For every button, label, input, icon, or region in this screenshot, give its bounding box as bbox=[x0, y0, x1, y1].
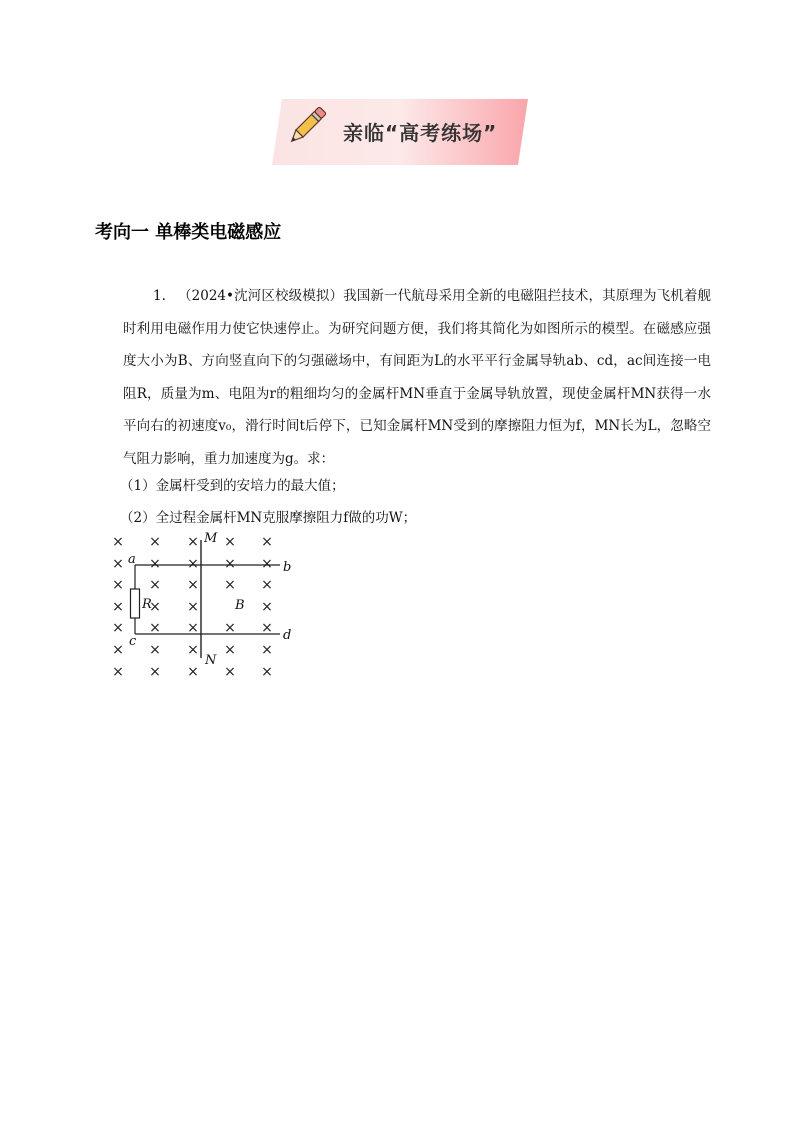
field-mark: × bbox=[261, 534, 273, 550]
field-mark: × bbox=[187, 642, 199, 658]
field-mark: × bbox=[112, 664, 124, 680]
question-text: （2024•沈河区校级模拟）我国新一代航母采用全新的电磁阻拦技术，其原理为飞机着舰时利用电磁作用力使它快速停止。为研究问题方便，我们将其简化为如图所示的模型。在磁感应强度大小为B、方向竖直向下的匀强磁场中，有间距为L的水平平行金属导轨ab、cd，ac间连接一电阻R，质量为m、电阻为r的粗细均匀的金属杆MN垂直于金属导轨放置，现使金属杆MN获得一水平向右的初速度v₀，滑行时间t后停下，已知金属杆MN受到的摩擦阻力恒为f，MN长为L，忽略空气阻力影响，重力加速度为g。求： bbox=[123, 288, 711, 467]
label-d: d bbox=[283, 628, 292, 643]
field-mark: × bbox=[261, 599, 273, 615]
field-mark: × bbox=[187, 577, 199, 593]
field-mark: × bbox=[112, 534, 124, 550]
question-number: 1. bbox=[153, 288, 166, 304]
field-mark: × bbox=[149, 556, 161, 572]
field-mark: × bbox=[224, 664, 236, 680]
banner-title: 亲临“高考练场” bbox=[343, 121, 498, 145]
field-mark: × bbox=[224, 534, 236, 550]
field-mark: × bbox=[224, 642, 236, 658]
field-mark: × bbox=[187, 664, 199, 680]
field-mark: × bbox=[112, 620, 124, 636]
sub-question-1: （1）金属杆受到的安培力的最大值； bbox=[120, 478, 345, 494]
field-mark: × bbox=[149, 620, 161, 636]
section-heading: 考向一 单棒类电磁感应 bbox=[95, 222, 282, 243]
field-mark: × bbox=[112, 599, 124, 615]
field-mark: × bbox=[187, 599, 199, 615]
label-m: M bbox=[204, 531, 218, 546]
field-mark: × bbox=[149, 599, 161, 615]
field-mark: × bbox=[187, 556, 199, 572]
label-b: b bbox=[283, 560, 292, 575]
field-mark: × bbox=[112, 642, 124, 658]
label-n: N bbox=[205, 653, 217, 668]
field-mark: × bbox=[261, 664, 273, 680]
label-b-field: B bbox=[235, 598, 245, 613]
field-mark: × bbox=[261, 577, 273, 593]
field-mark: × bbox=[187, 620, 199, 636]
field-mark: × bbox=[149, 664, 161, 680]
section-banner bbox=[270, 97, 530, 167]
circuit-figure bbox=[105, 527, 305, 687]
label-r: R bbox=[142, 597, 152, 612]
field-mark: × bbox=[224, 556, 236, 572]
label-a: a bbox=[128, 552, 136, 567]
field-mark: × bbox=[149, 534, 161, 550]
field-mark: × bbox=[224, 577, 236, 593]
field-mark: × bbox=[187, 534, 199, 550]
field-mark: × bbox=[112, 556, 124, 572]
field-mark: × bbox=[261, 642, 273, 658]
resistor-r bbox=[131, 589, 140, 618]
field-mark: × bbox=[149, 642, 161, 658]
field-mark: × bbox=[149, 577, 161, 593]
field-mark: × bbox=[112, 577, 124, 593]
field-mark: × bbox=[261, 556, 273, 572]
field-mark: × bbox=[261, 620, 273, 636]
field-mark: × bbox=[224, 620, 236, 636]
magnetic-field-diagram bbox=[105, 527, 305, 687]
sub-question-2: （2）全过程金属杆MN克服摩擦阻力f做的功W； bbox=[120, 510, 417, 526]
question-stem bbox=[123, 280, 711, 475]
label-c: c bbox=[129, 634, 137, 649]
